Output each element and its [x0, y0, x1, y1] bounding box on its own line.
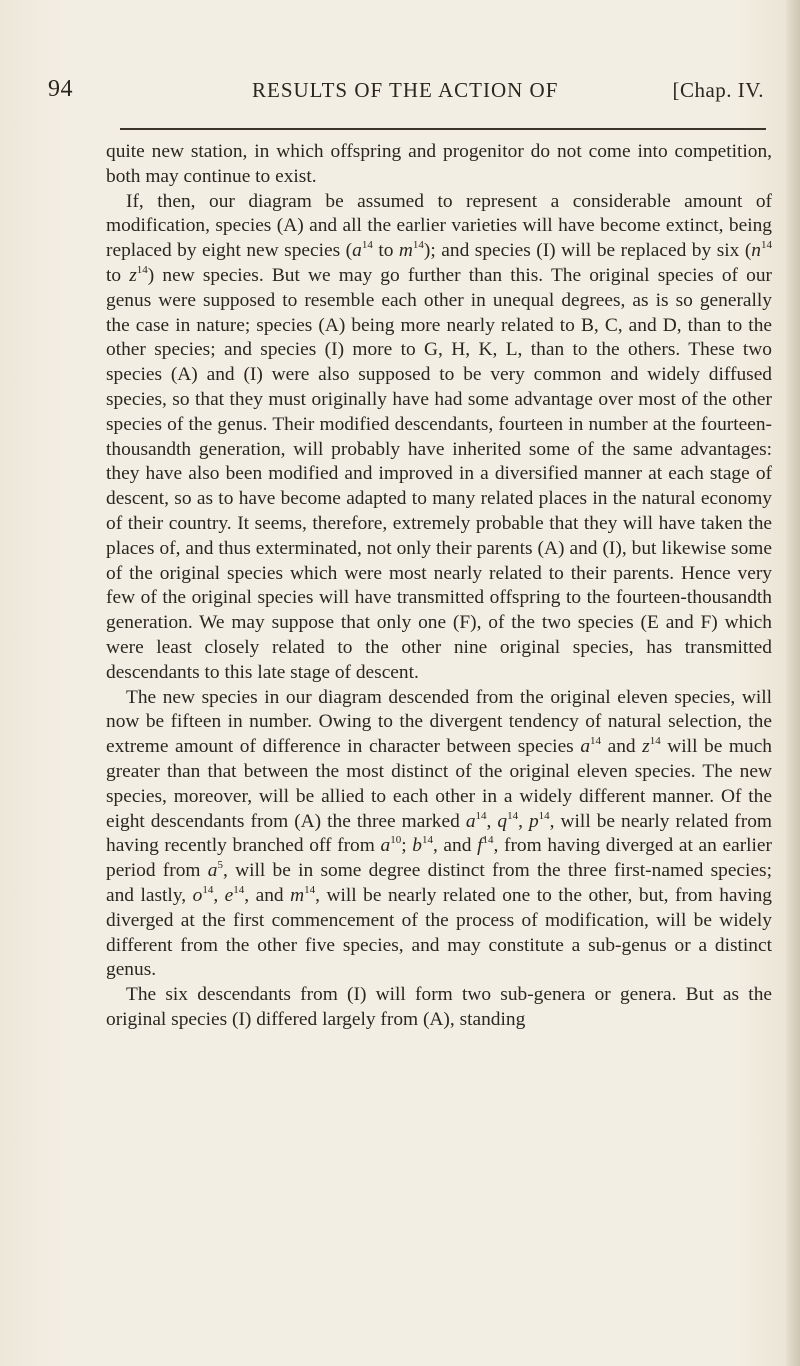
paragraph: quite new station, in which offspring and progenitor do not come into competition, both may continue to exist. — [106, 141, 772, 187]
paragraph: If, then, our diagram be assumed to represent a considerable amount of modification, species (A) and all the earlier varieties will have become extinct, being replaced by eight new species ($a^{14}$ to $m^{14}$); and species (I) will be replaced by six ($n^{14}$ to $z^{14}$) new species. But we may go further than this. The original species of our genus were supposed to resemble each other in unequal degrees, as is so generally the case in nature; species (A) being more nearly related to B, C, and D, than to the other species; and species (I) more to G, H, K, L, than to the others. These two species (A) and (I) were also supposed to be very common and widely diffused species, so that they must originally have had some advantage over most of the other species of the genus. Their modified descendants, fourteen in number at the fourteen-thousandth generation, will probably have inherited some of the same advantages: they have also been modified and improved in a diversified manner at each stage of descent, so as to have become adapted to many related places in the natural economy of their country. It seems, therefore, extremely probable that they will have taken the places of, and thus exterminated, not only their parents (A) and (I), but likewise some of the original species which were most nearly related to their parents. Hence very few of the original species will have transmitted offspring to the fourteen-thousandth generation. We may suppose that only one (F), of the two species (E and F) which were least closely related to the other nine original species, has transmitted descendants to this late stage of descent. — [106, 190, 772, 683]
page-header — [48, 76, 768, 110]
paragraph: The six descendants from (I) will form two sub-genera or genera. But as the original species (I) differed largely from (A), standing — [106, 984, 772, 1030]
chapter-label: [Chap. IV. — [672, 78, 764, 102]
paragraph: The new species in our diagram descended from the original eleven species, will now be fifteen in number. Owing to the divergent tendency of natural selection, the extreme amount of difference in character between species $a^{14}$ and $z^{14}$ will be much greater than that between the most distinct of the original eleven species. The new species, moreover, will be allied to each other in a widely different manner. Of the eight descendants from (A) the three marked $a^{14}$, $q^{14}$, $p^{14}$, will be nearly related from having recently branched off from $a^{10}$; $b^{14}$, and $f^{14}$, from having diverged at an earlier period from $a^5$, will be in some degree distinct from the three first-named species; and lastly, $o^{14}$, $e^{14}$, and $m^{14}$, will be nearly related one to the other, but, from having diverged at the first commencement of the process of modification, will be widely different from the other five species, and may constitute a sub-genus or a distinct genus. — [106, 686, 772, 981]
header-rule — [120, 128, 766, 130]
body-text — [106, 140, 772, 1033]
page-edge — [786, 0, 800, 1366]
page-number: 94 — [48, 76, 73, 102]
running-head: RESULTS OF THE ACTION OF — [252, 78, 559, 102]
